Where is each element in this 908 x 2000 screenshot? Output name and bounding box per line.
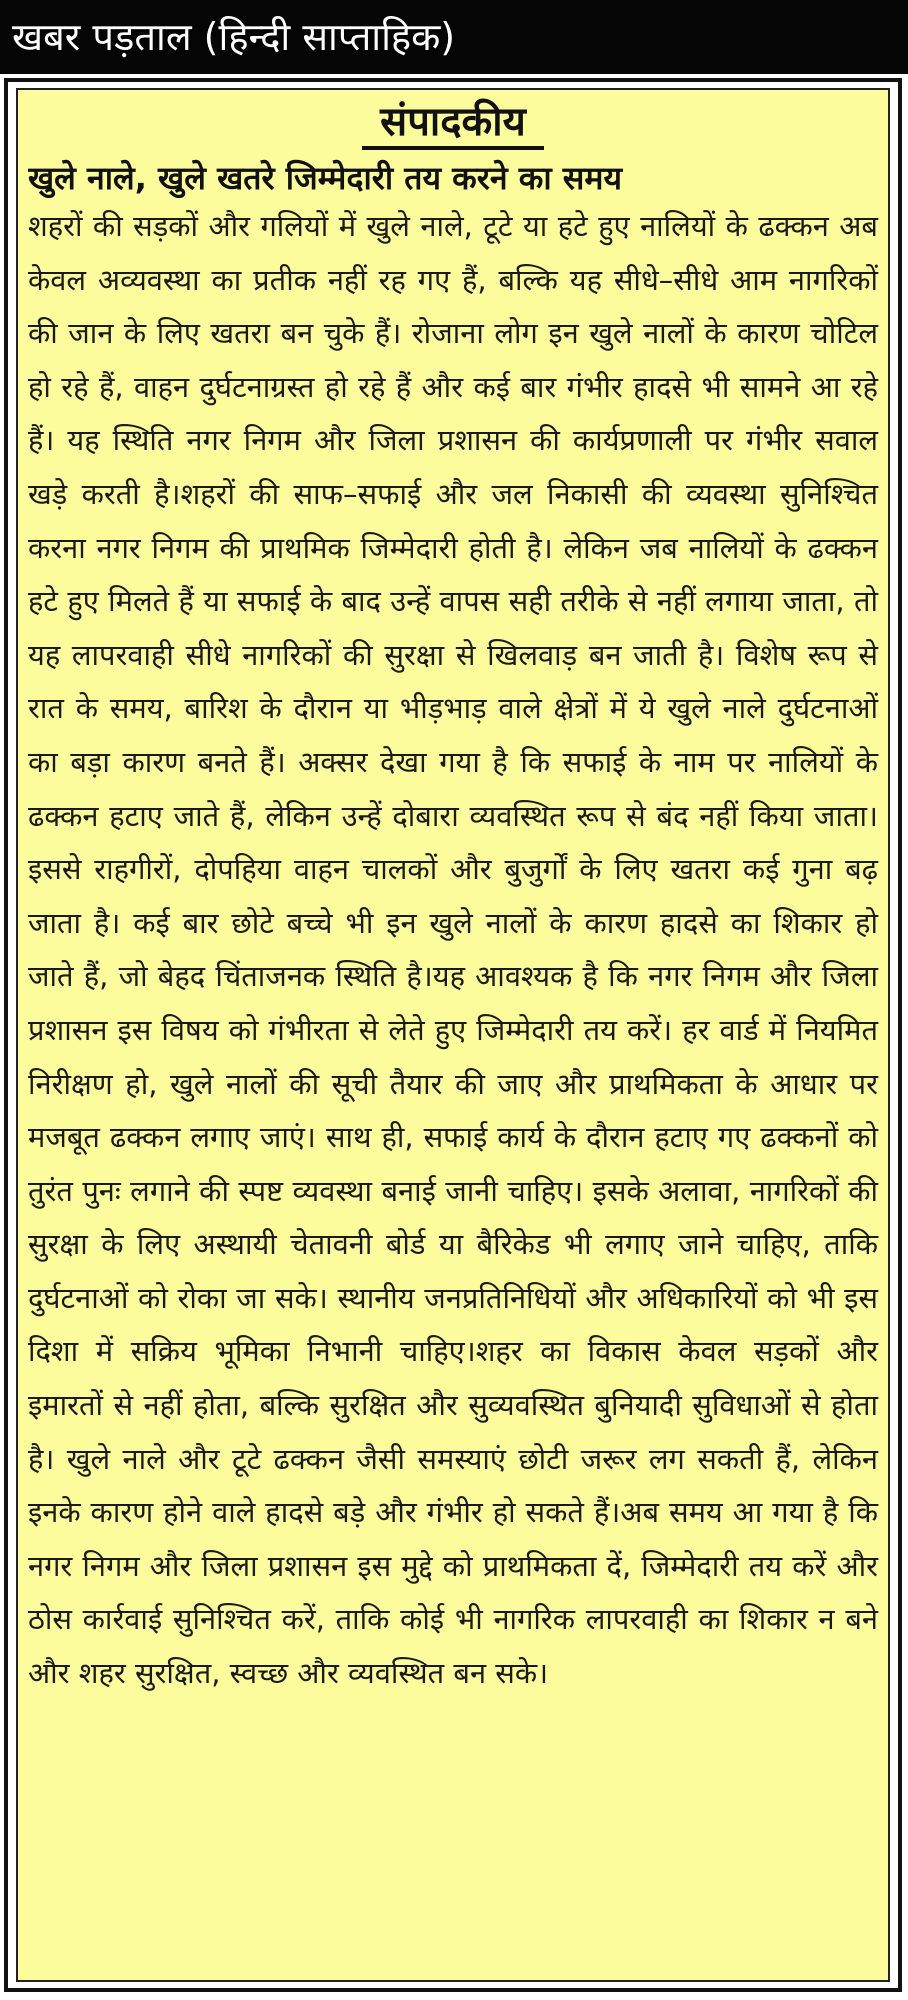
editorial-frame xyxy=(4,78,902,1992)
section-heading-text: संपादकीय xyxy=(362,98,544,150)
masthead-title: खबर पड़ताल (हिन्दी साप्ताहिक) xyxy=(12,15,456,59)
article-headline: खुले नाले, खुले खतरे जिम्मेदारी तय करने का समय xyxy=(28,159,623,197)
section-heading xyxy=(18,98,888,150)
masthead xyxy=(0,0,908,74)
article-body: शहरों की सड़कों और गलियों में खुले नाले, टूटे या हटे हुए नालियों के ढक्कन अब केवल अव्यवस्था का प्रतीक नहीं रह गए हैं, बल्कि यह सीधे–सीधे आम नागरिकों की जान के लिए खतरा बन चुके हैं। रोजाना लोग इन खुले नालों के कारण चोटिल हो रहे हैं, वाहन दुर्घटनाग्रस्त हो रहे हैं और कई बार गंभीर हादसे भी सामने आ रहे हैं। यह स्थिति नगर निगम और जिला प्रशासन की कार्यप्रणाली पर गंभीर सवाल खड़े करती है।शहरों की साफ–सफाई और जल निकासी की व्यवस्था सुनिश्चित करना नगर निगम की प्राथमिक जिम्मेदारी होती है। लेकिन जब नालियों के ढक्कन हटे हुए मिलते हैं या सफाई के बाद उन्हें वापस सही तरीके से नहीं लगाया जाता, तो यह लापरवाही सीधे नागरिकों की सुरक्षा से खिलवाड़ बन जाती है। विशेष रूप से रात के समय, बारिश के दौरान या भीड़भाड़ वाले क्षेत्रों में ये खुले नाले दुर्घटनाओं का बड़ा कारण बनते हैं। अक्सर देखा गया है कि सफाई के नाम पर नालियों के ढक्कन हटाए जाते हैं, लेकिन उन्हें दोबारा व्यवस्थित रूप से बंद नहीं किया जाता। इससे राहगीरों, दोपहिया वाहन चालकों और बुजुर्गों के लिए खतरा कई गुना बढ़ जाता है। कई बार छोटे बच्चे भी इन खुले नालों के कारण हादसे का शिकार हो जाते हैं, जो बेहद चिंताजनक स्थिति है।यह आवश्यक है कि नगर निगम और जिला प्रशासन इस विषय को गंभीरता से लेते हुए जिम्मेदारी तय करें। हर वार्ड में नियमित निरीक्षण हो, खुले नालों की सूची तैयार की जाए और प्राथमिकता के आधार पर मजबूत ढक्कन लगाए जाएं। साथ ही, सफाई कार्य के दौरान हटाए गए ढक्कनों को तुरंत पुनः लगाने की स्पष्ट व्यवस्था बनाई जानी चाहिए। इसके अलावा, नागरिकों की सुरक्षा के लिए अस्थायी चेतावनी बोर्ड या बैरिकेड भी लगाए जाने चाहिए, ताकि दुर्घटनाओं को रोका जा सके। स्थानीय जनप्रतिनिधियों और अधिकारियों को भी इस दिशा में सक्रिय भूमिका निभानी चाहिए।शहर का विकास केवल सड़कों और इमारतों से नहीं होता, बल्कि सुरक्षित और सुव्यवस्थित बुनियादी सुविधाओं से होता है। खुले नाले और टूटे ढक्कन जैसी समस्याएं छोटी जरूर लग सकती हैं, लेकिन इनके कारण होने वाले हादसे बड़े और गंभीर हो सकते हैं।अब समय आ गया है कि नगर निगम और जिला प्रशासन इस मुद्दे को प्राथमिकता दें, जिम्मेदारी तय करें और ठोस कार्रवाई सुनिश्चित करें, ताकि कोई भी नागरिक लापरवाही का शिकार न बने और शहर सुरक्षित, स्वच्छ और व्यवस्थित बन सके। xyxy=(28,209,878,1691)
editorial-panel xyxy=(16,88,890,1982)
